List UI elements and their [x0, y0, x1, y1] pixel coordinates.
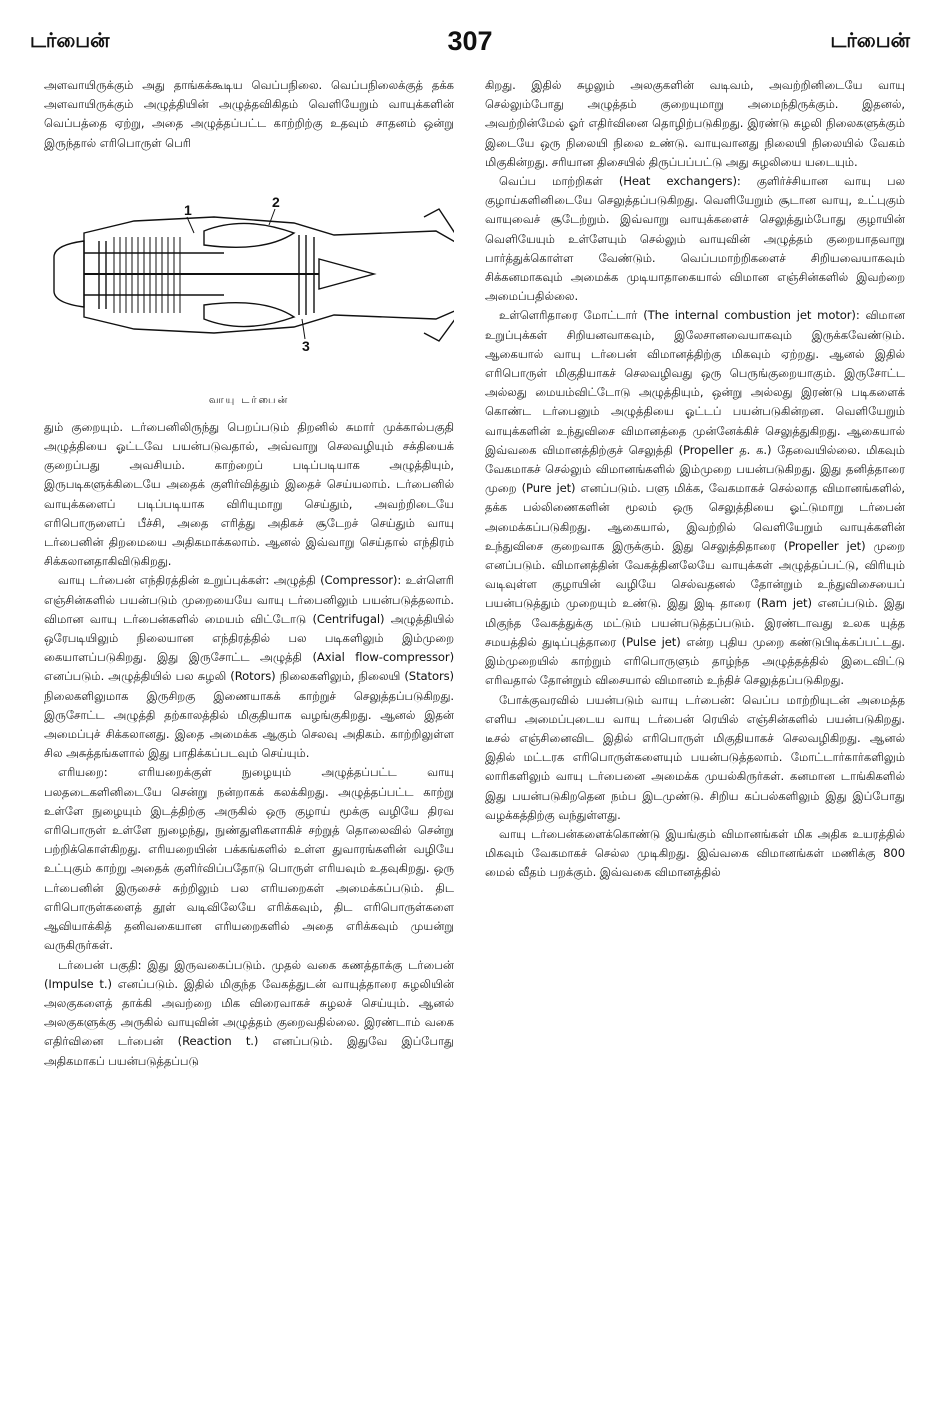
right-column: [485, 76, 905, 883]
figure-label-1: 1: [184, 201, 192, 218]
left-paragraph: வாயு டர்பைன் எந்திரத்தின் உறுப்புக்கள்: அழுத்தி (Compressor): உள்ளெரி எஞ்சின்களில் பயன்படும் முறையையே வாயு டர்பைனிலும் பயன்படுத்தலாம். விமான வாயு டர்பைன்களில் மையம் விட்டோடு (Centrifugal) அழுத்தியில் ஒரேபடியிலும் நிலையான எந்திரத்தில் பல படிகளிலும் இம்முறை கையாளப்படுகிறது. இது இருசோட்ட அழுத்தி (Axial flow-compressor) எனப்படும். அழுத்தியில் பல சுழலி (Rotors) நிலைகளிலும், நிலையி (Stators) நிலைகளிலுமாக இருசிறகு இணையாகக் காற்றுச் செலுத்தப்படுகிறது. இருசோட்ட அழுத்தி தற்காலத்தில் மிகுதியாக வழங்குகிறது. ஆனல் இதன் அமைப்புச் சிக்கலானது. இதை அமைக்க ஆகும் செலவு அதிகம். காற்றிலுள்ள சில அசுத்தங்களால் இது பாதிக்கப்படவும் செய்யும்.: [44, 573, 454, 761]
figure-caption: வாயு டர்பைன்: [208, 394, 290, 406]
left-paragraph: டர்பைன் பகுதி: இது இருவகைப்படும். முதல் வகை கணத்தாக்கு டர்பைன் (Impulse t.) எனப்படும். இதில் மிகுந்த வேகத்துடன் வாயுத்தாரை சுழலியின் அலகுகளைத் தாக்கி அவற்றை மிக விரைவாகச் சுழலச் செய்யும். ஆனல் அலகுகளுக்கு அருகில் வாயுவின் அழுத்தம் குறைவதில்லை. இரண்டாம் வகை எதிர்வினை டர்பைன் (Reaction t.) எனப்படும். இதுவே இப்போது அதிகமாகப் பயன்படுத்தப்படு: [44, 957, 454, 1068]
figure-label-3: 3: [302, 337, 310, 354]
gas-turbine-drawing: [44, 157, 454, 389]
right-paragraph: போக்குவரவில் பயன்படும் வாயு டர்பைன்: வெப்ப மாற்றியுடன் அமைத்த எளிய அமைப்புடைய வாயு டர்பைன் ரெயில் எஞ்சின்களில் பயன்படுகிறது. டீசல் எஞ்சினைவிட இதில் எரிபொருள் மிகுதியாகச் செலவழிகிறது. ஆனல் இதில் மட்டரக எரிபொருள்களையும் பயன்படுத்தலாம். மோட்டார்கார்களிலும் லாரிகளிலும் வாயு டர்பைனை அமைக்க முயல்கிருர்கள். கனமான டாங்கிகளில் இது பயன்படுகிறதென நம்ப இடமுண்டு. சிறிய கப்பல்களிலும் இது இப்போது வழக்கத்திற்கு வந்துள்ளது.: [485, 692, 905, 822]
page-header: [30, 24, 910, 58]
left-paragraph: தும் குறையும். டர்பைனிலிருந்து பெறப்படும் திறனில் சுமார் முக்கால்பகுதி அழுத்தியை ஓட்டவே பயன்படுவதால், அவ்வாறு செலவழியும் சக்தியைக் குறைப்பது அவசியம். காற்றைப் படிப்படியாக அழுத்தியும், இருபடிகளுக்கிடையே அதைக் குளிர்வித்தும் இதைச் செய்யலாம். டர்பைனில் வாயுக்களைப் படிப்படியாக விரியுமாறு செய்தும், அவற்றிடையே எரிபொருளைப் பீச்சி, அதை எரித்து அதிகச் சூடேறச் செய்தும் வாயு டர்பைனின் திறமையை அதிகமாக்கலாம். ஆனல் இவ்வாறு செய்தால் எந்திரம் சிக்கலானதாகிவிடுகிறது.: [44, 419, 454, 569]
header-right-title: டர்பைன்: [830, 27, 910, 52]
right-paragraph: கிறது. இதில் சுழலும் அலகுகளின் வடிவம், அவற்றினிடையே வாயு செல்லும்போது அழுத்தம் குறையுமாறு அமைந்திருக்கும். இதனல், அவற்றின்மேல் ஓர் எதிர்வினை தொழிற்படுகிறது. இரண்டு சுழலி நிலைகளுக்கும் இடையே ஒரு நிலையி நிலை உண்டு. வாயுவானது நிலையி நிலையில் வேகம் மிகுகின்றது. சரியான திசையில் திருப்பப்பட்டு அது சுழலியை யடையும்.: [485, 78, 905, 169]
page-number: 307: [447, 25, 493, 56]
left-lower-text: [44, 418, 454, 1071]
left-column: [44, 76, 454, 1071]
right-paragraph: வெப்ப மாற்றிகள் (Heat exchangers): குளிர்ச்சியான வாயு பல குழாய்களினிடையே செலுத்தப்படுகிறது. வெளியேறும் சூடான வாயு, உட்புகும் வாயுவைச் சூடேற்றும். இவ்வாறு வாயுக்களைச் செலுத்தும்போது குழாயின் வெளியேயும் உள்ளேயும் செல்லும் வாயுவின் அழுத்தம் குறையாதவாறு பார்த்துக்கொள்ள வேண்டும். வெப்பமாற்றிகளைச் சிறியவையாகவும் சிக்கனமாகவும் அமைக்க முடியாதாகையால் விமான எஞ்சின்களில் இவற்றை அமைப்பதில்லை.: [485, 174, 905, 304]
left-top-paragraph: அளவாயிருக்கும் அது தாங்கக்கூடிய வெப்பநிலை. வெப்பநிலைக்குத் தக்க அளவாயிருக்கும் அழுத்தியின் அழுத்தவிகிதம் வெளியேறும் வாயுக்களின் வெப்பத்தை ஏற்று, அதை அழுத்தப்பட்ட காற்றிற்கு உதவும் சாதனம் ஒன்று இருந்தால் எரிபொருள் பெரி: [44, 78, 454, 150]
right-paragraph: வாயு டர்பைன்களைக்கொண்டு இயங்கும் விமானங்கள் மிக அதிக உயரத்தில் மிகவும் வேகமாகச் செல்ல முடிகிறது. இவ்வகை விமானங்கள் மணிக்கு 800 மைல் வீதம் பறக்கும். இவ்வகை விமானத்தில்: [485, 826, 905, 880]
header-left-title: டர்பைன்: [30, 27, 110, 52]
gas-turbine-figure: [44, 157, 454, 412]
left-paragraph: எரியறை: எரியறைக்குள் நுழையும் அழுத்தப்பட்ட வாயு பலதடைகளினிடையே சென்று நன்றாகக் கலக்கிறது. அழுத்தப்பட்ட காற்று உள்ளே நுழையும் இடத்திற்கு அருகில் ஒரு குழாய் மூக்கு வழியே திரவ எரிபொருள் உள்ளே நுழைந்து, நுண்துளிகளாகிச் சற்றுத் தொலைவில் சென்று பற்றிக்கொள்கிறது. எரியறையின் பக்கங்களில் உள்ள துவாரங்களின் வழியே உட்புகும் காற்று அதைக் குளிர்விப்பதோடு பொருள் எரியவும் உதவுகிறது. ஒரு டர்பைனின் இருசைச் சுற்றிலும் பல எரியறைகள் அமைக்கப்படும். திட எரிபொருள்களைத் தூள் வடிவிலேயே எரிக்கவும், திட எரிபொருள்களை ஆவியாக்கித் தனிவகையான எரியறைகளில் அதை எரிக்கவும் முயன்று வருகிருர்கள்.: [44, 765, 454, 953]
figure-label-2: 2: [272, 193, 280, 210]
right-paragraph: உள்ளெரிதாரை மோட்டார் (The internal combustion jet motor): விமான உறுப்புக்கள் சிறியனவாகவும், இலேசானவையாகவும் இருக்கவேண்டும். ஆகையால் வாயு டர்பைன் விமானத்திற்கு மிகவும் ஏற்றது. ஆனல் இதில் எரிபொருள் மிகுதியாகச் செலவழிவது ஒரு பெருங்குறையாகும். இருசோட்ட அல்லது மையம்விட்டோடு அழுத்தியும், ஒன்று அல்லது இரண்டு படிகளைக் கொண்ட டர்பைனும் அழுத்தியை ஓட்டப் பயன்படுகின்றன. வெளியேறும் வாயுக்களின் உந்துவிசை விமானத்தை முன்னேக்கிச் செலுத்துகிறது. ஆகையால் இவ்வகை விமானத்திற்குச் செலுத்தி (Propeller த. க.) தேவையில்லை. மிகவும் வேகமாகச் செல்லும் விமானங்களில் இம்முறை பயன்படுகிறது. இது தனித்தாரை முறை (Pure jet) எனப்படும். பளு மிக்க, வேகமாகச் செல்லாத விமானங்களில், தக்க பல்லிணைகளின் மூலம் ஒரு செலுத்தியை ஓட்டுமாறு டர்பைன் அமைக்கப்படுகிறது. ஆகையால், இவற்றில் வெளியேறும் வாயுக்களின் உந்துவிசை குறைவாக இருக்கும். இது செலுத்திதாரை (Propeller jet) முறை எனப்படும். விமானத்தின் வேகத்தினலேயே வாயுக்கள் அழுத்தப்பட்டு, விரியும் வடிவுள்ள குழாயின் வழியே செல்வதனல் தோன்றும் உந்துவிசையைப் பயன்படுத்தும் முறையும் உண்டு. இது இடி தாரை (Ram jet) எனப்படும். இது மிகுந்த வேகத்துக்கு மட்டும் பயன்படுத்தப்படும். இரண்டாவது உலக யுத்த சமயத்தில் துடிப்புத்தாரை (Pulse jet) என்ற புதிய முறை கண்டுபிடிக்கப்பட்டது. இம்முறையில் காற்றும் எரிபொருளும் தாழ்ந்த அழுத்தத்தில் இடைவிட்டு எரிவதால் தோன்றும் விசையால் விமானம் உந்திச் செலுத்தப்படுகிறது.: [485, 308, 905, 688]
